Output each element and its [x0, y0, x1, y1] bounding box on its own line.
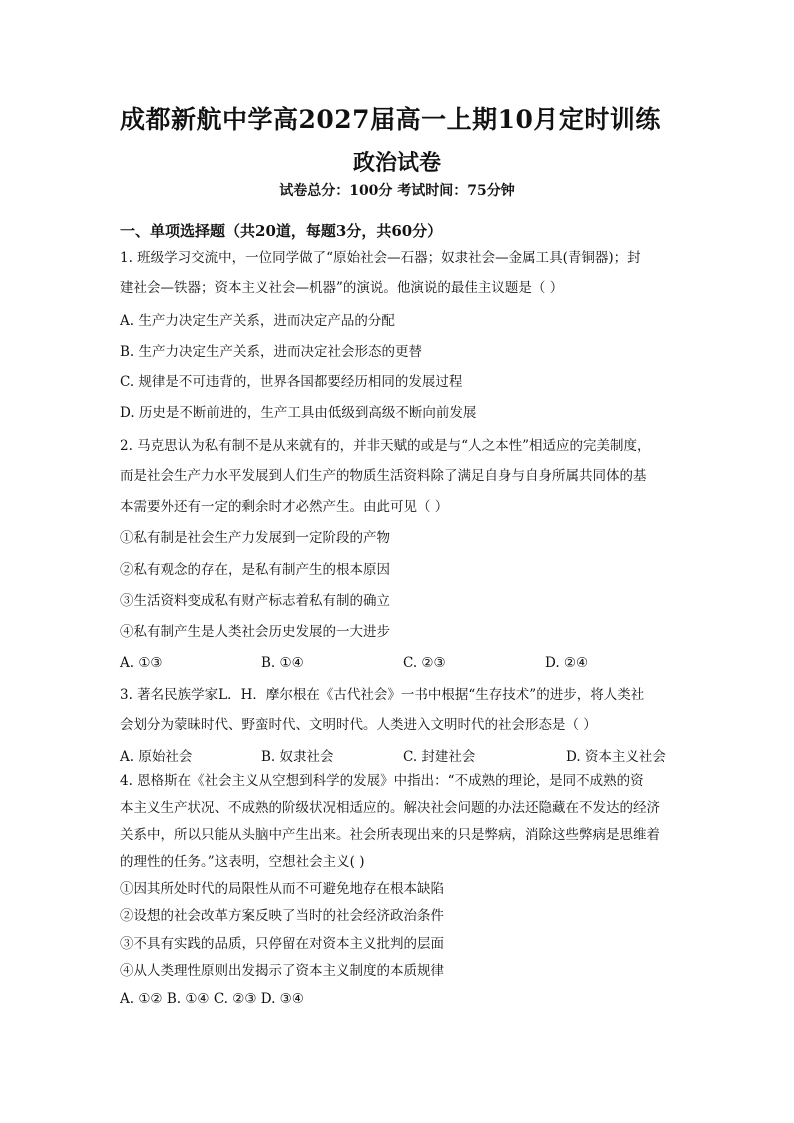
- q1-option-c: C. 规律是不可违背的，世界各国都要经历相同的发展过程: [120, 374, 463, 390]
- q2-statement-1: ①私有制是社会生产力发展到一定阶段的产物: [120, 530, 390, 546]
- q2-statement-3: ③生活资料变成私有财产标志着私有制的确立: [120, 593, 390, 609]
- q4-statement-3: ③不具有实践的品质，只停留在对资本主义批判的层面: [120, 936, 444, 952]
- q1-option-a: A. 生产力决定生产关系，进而决定产品的分配: [120, 313, 395, 329]
- q3-option-c: C. 封建社会: [403, 749, 476, 765]
- q3-option-a: A. 原始社会: [120, 749, 193, 765]
- q2-option-d: D. ②④: [545, 655, 589, 671]
- q4-statement-1: ①因其所处时代的局限性从而不可避免地存在根本缺陷: [120, 881, 444, 897]
- q3-option-d: D. 资本主义社会: [566, 749, 666, 765]
- q4-statement-4: ④从人类理性原则出发揭示了资本主义制度的本质规律: [120, 963, 444, 979]
- exam-meta: 试卷总分：100分 考试时间：75分钟: [279, 183, 515, 199]
- exam-subject: 政治试卷: [352, 150, 441, 176]
- q3-stem-line2: 会划分为蒙昧时代、野蛮时代、文明时代。人类进入文明时代的社会形态是（ ）: [120, 717, 597, 733]
- q4-statement-2: ②设想的社会改革方案反映了当时的社会经济政治条件: [120, 908, 444, 924]
- q4-stem-line4: 的理性的任务。”这表明，空想社会主义( ): [120, 854, 365, 870]
- q4-options: A. ①② B. ①④ C. ②③ D. ③④: [120, 991, 304, 1007]
- q2-option-a: A. ①③: [120, 655, 163, 671]
- q3-stem-line1: 3. 著名民族学家L．H．摩尔根在《古代社会》一书中根据“生存技术”的进步，将人类社: [120, 687, 645, 703]
- q3-option-b: B. 奴隶社会: [261, 749, 334, 765]
- q4-stem-line3: 关系中，所以只能从头脑中产生出来。社会所表现出来的只是弊病，消除这些弊病是思维着: [120, 827, 660, 843]
- q1-option-d: D. 历史是不断前进的，生产工具由低级到高级不断向前发展: [120, 405, 477, 421]
- q2-option-b: B. ①④: [261, 655, 304, 671]
- q4-stem-line2: 本主义生产状况、不成熟的阶级状况相适应的。解决社会问题的办法还隐藏在不发达的经济: [120, 800, 660, 816]
- q2-statement-2: ②私有观念的存在，是私有制产生的根本原因: [120, 562, 390, 578]
- q1-stem-line2: 建社会—铁器；资本主义社会—机器”的演说。他演说的最佳主议题是（ ）: [120, 280, 564, 296]
- q2-statement-4: ④私有制产生是人类社会历史发展的一大进步: [120, 624, 390, 640]
- q2-stem-line2: 而是社会生产力水平发展到人们生产的物质生活资料除了满足自身与自身所属共同体的基: [120, 468, 647, 484]
- q2-stem-line1: 2. 马克思认为私有制不是从来就有的，并非天赋的或是与“人之本性”相适应的完美制度，: [120, 438, 651, 454]
- section-heading: 一、单项选择题（共20道，每题3分，共60分）: [120, 222, 443, 240]
- q1-option-b: B. 生产力决定生产关系，进而决定社会形态的更替: [120, 344, 423, 360]
- q2-stem-line3: 本需要外还有一定的剩余时才必然产生。由此可见（ ）: [120, 499, 449, 515]
- exam-title: 成都新航中学高2027届高一上期10月定时训练: [120, 105, 661, 134]
- q2-option-c: C. ②③: [403, 655, 446, 671]
- q1-stem-line1: 1. 班级学习交流中，一位同学做了“原始社会—石器；奴隶社会—金属工具(青铜器)；封: [120, 250, 641, 266]
- q4-stem-line1: 4. 恩格斯在《社会主义从空想到科学的发展》中指出：“不成熟的理论，是同不成熟的资: [120, 773, 644, 789]
